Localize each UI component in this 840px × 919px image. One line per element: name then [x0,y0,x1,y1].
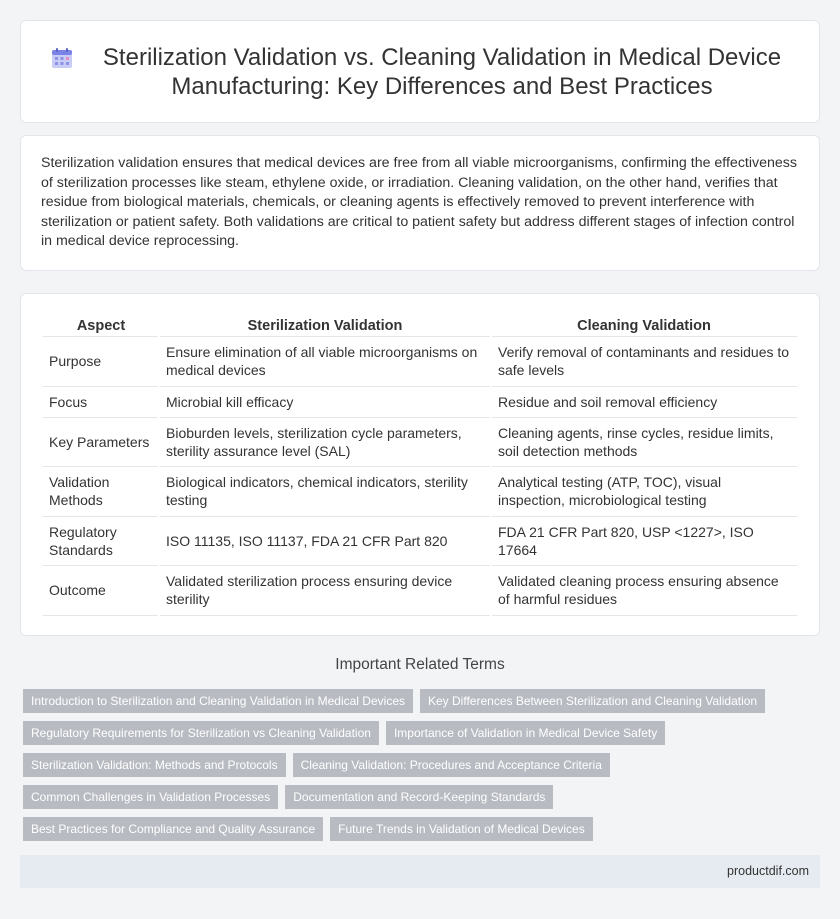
related-term-chip[interactable]: Key Differences Between Sterilization and Cleaning Validation [420,689,765,713]
chip-row [23,817,823,841]
cell-cleaning: Cleaning agents, rinse cycles, residue limits, soil detection methods [491,417,797,467]
cell-sterilization: Validated sterilization process ensuring device sterility [159,566,491,616]
related-term-chip[interactable]: Sterilization Validation: Methods and Protocols [23,753,286,777]
cell-aspect: Purpose [43,337,159,387]
comparison-table-card [20,293,820,636]
table-row [43,417,797,467]
page-title: Sterilization Validation vs. Cleaning Validation in Medical Device Manufacturing: Key Differences and Best Practices [102,43,782,100]
related-term-chip[interactable]: Best Practices for Compliance and Quality Assurance [23,817,323,841]
table-header-row [43,312,797,337]
title-card [20,20,820,123]
related-term-chip[interactable]: Introduction to Sterilization and Cleaning Validation in Medical Devices [23,689,413,713]
footer-site-link[interactable]: productdif.com [727,864,809,878]
table-row [43,337,797,387]
cell-cleaning: Analytical testing (ATP, TOC), visual inspection, microbiological testing [491,467,797,517]
related-terms-title: Important Related Terms [335,656,505,673]
title-wrap [21,43,819,101]
related-term-chip[interactable]: Common Challenges in Validation Processes [23,785,278,809]
table-row [43,386,797,417]
cell-cleaning: Verify removal of contaminants and residues to safe levels [491,337,797,387]
related-term-chip[interactable]: Regulatory Requirements for Sterilization vs Cleaning Validation [23,721,379,745]
cell-cleaning: Validated cleaning process ensuring absence of harmful residues [491,566,797,616]
cell-aspect: Regulatory Standards [43,516,159,566]
chip-row [23,721,823,745]
chip-row [23,689,823,713]
cell-sterilization: Bioburden levels, sterilization cycle parameters, sterility assurance level (SAL) [159,417,491,467]
cell-aspect: Focus [43,386,159,417]
cell-sterilization: Biological indicators, chemical indicators, sterility testing [159,467,491,517]
cell-aspect: Outcome [43,566,159,616]
cell-aspect: Key Parameters [43,417,159,467]
table-row [43,467,797,517]
table-row [43,566,797,616]
header-sterilization: Sterilization Validation [159,312,491,337]
cell-sterilization: Ensure elimination of all viable microorganisms on medical devices [159,337,491,387]
related-term-chip[interactable]: Documentation and Record-Keeping Standards [285,785,553,809]
related-term-chip[interactable]: Future Trends in Validation of Medical Devices [330,817,593,841]
footer [20,855,820,888]
related-term-chip[interactable]: Cleaning Validation: Procedures and Acceptance Criteria [293,753,610,777]
calendar-icon [51,47,73,69]
chip-row [23,785,823,809]
comparison-table [43,312,797,616]
related-terms-list [23,689,823,849]
intro-card [20,135,820,271]
header-aspect: Aspect [43,312,159,337]
cell-sterilization: ISO 11135, ISO 11137, FDA 21 CFR Part 820 [159,516,491,566]
chip-row [23,753,823,777]
intro-paragraph: Sterilization validation ensures that medical devices are free from all viable microorganisms, confirming the effectiveness of sterilization processes like steam, ethylene oxide, or irradiation. Cleaning validation, on the other hand, verifies that residue from biological materials, chemicals, or cleaning agents is effectively removed to prevent interference with sterilization or patient safety. Both validations are critical to patient safety but address different stages of infection control in medical device reprocessing. [41,155,797,250]
related-term-chip[interactable]: Importance of Validation in Medical Device Safety [386,721,665,745]
table-row [43,516,797,566]
cell-cleaning: FDA 21 CFR Part 820, USP <1227>, ISO 17664 [491,516,797,566]
cell-sterilization: Microbial kill efficacy [159,386,491,417]
cell-cleaning: Residue and soil removal efficiency [491,386,797,417]
cell-aspect: Validation Methods [43,467,159,517]
header-cleaning: Cleaning Validation [491,312,797,337]
